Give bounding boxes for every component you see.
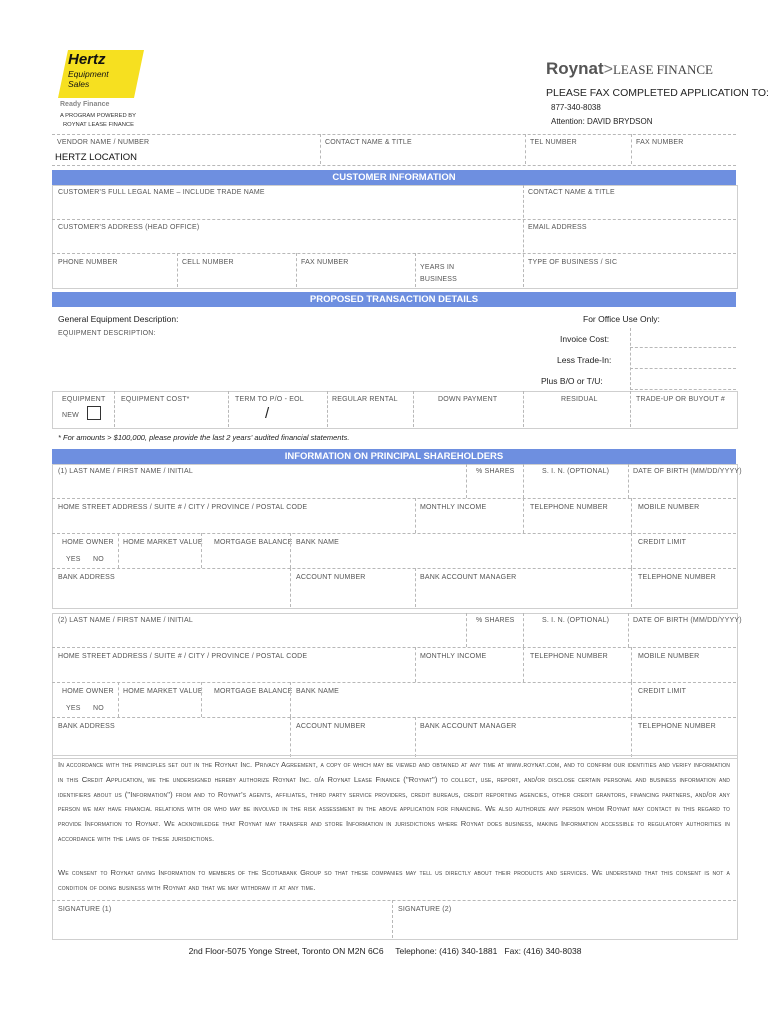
vendor-value[interactable]: HERTZ LOCATION xyxy=(55,152,137,163)
phone-label: PHONE NUMBER xyxy=(58,259,118,266)
legal-name-label: CUSTOMER'S FULL LEGAL NAME – INCLUDE TRADE NAME xyxy=(58,189,265,196)
equipment-label: EQUIPMENT xyxy=(62,396,106,403)
consent-paragraph-1: In accordance with the principles set out in the Roynat Inc. Privacy Agreement, a copy of which may be viewed and obtained at any time at www.roynat.com, and to confirm our identities and verify information in this Credit Application, we the undersigned hereby authorize Roynat Inc. o/a Roynat Lease Finance ("Roynat") to collect, use, report, and/or disclose certain personal and business information and identifiers about us ("Information") from and to Roynat's agents, affiliates, third party service providers, credit bureaus, credit reporting agencies, other credit grantors, financing partners, and/or any person we may have financial relations with or who may be involved in the risk assessment in the above application for financing. We also authorize any person whom Roynat may contact in this regard to provide Information to Roynat. We acknowledge that Roynat may transfer and store Information in jurisdictions where Roynat does business, making Information accessible to regulatory authorities in accordance with the laws of these jurisdictions. xyxy=(58,760,730,843)
shareholder-1-box xyxy=(52,464,738,609)
vendor-name-label: VENDOR NAME / NUMBER xyxy=(57,139,150,146)
shareholder-1-name-label: (1) LAST NAME / FIRST NAME / INITIAL xyxy=(58,468,193,475)
vendor-contact-label: CONTACT NAME & TITLE xyxy=(325,139,412,146)
large-amount-footnote: * For amounts > $100,000, please provide the last 2 years' audited financial statements. xyxy=(58,433,350,442)
customer-fax-label: FAX NUMBER xyxy=(301,259,349,266)
shareholder-1-telephone-label: TELEPHONE NUMBER xyxy=(530,504,608,511)
shareholder-1-bank-manager-label: BANK ACCOUNT MANAGER xyxy=(420,574,517,581)
cell-label: CELL NUMBER xyxy=(182,259,234,266)
shareholder-2-telephone2-label: TELEPHONE NUMBER xyxy=(638,723,716,730)
shareholder-2-home-market-label: HOME MARKET VALUE xyxy=(123,688,203,695)
shareholder-2-home-address-label: HOME STREET ADDRESS / SUITE # / CITY / PROVINCE / POSTAL CODE xyxy=(58,653,308,660)
shareholder-2-home-owner-label: HOME OWNER xyxy=(62,688,114,695)
less-trade-in-label: Less Trade-In: xyxy=(557,355,612,365)
attention: Attention: DAVID BRYDSON xyxy=(551,117,653,126)
roynat-logo: Roynat>LEASE FINANCE xyxy=(546,59,713,78)
vendor-tel-label: TEL NUMBER xyxy=(530,139,577,146)
customer-contact-label: CONTACT NAME & TITLE xyxy=(528,189,615,196)
shareholder-1-shares-label: % SHARES xyxy=(476,468,515,475)
shareholder-2-dob-label: DATE OF BIRTH (MM/DD/YYYY) xyxy=(633,617,742,624)
customer-address-label: CUSTOMER'S ADDRESS (HEAD OFFICE) xyxy=(58,224,200,231)
term-slash: / xyxy=(265,405,270,422)
shareholder-1-no-label[interactable]: NO xyxy=(93,556,104,563)
fax-instruction: PLEASE FAX COMPLETED APPLICATION TO: xyxy=(546,87,769,99)
shareholder-2-shares-label: % SHARES xyxy=(476,617,515,624)
footer-telephone: Telephone: (416) 340-1881 xyxy=(395,946,498,956)
shareholder-2-mobile-label: MOBILE NUMBER xyxy=(638,653,700,660)
fax-number: 877-340-8038 xyxy=(551,103,601,112)
new-checkbox[interactable] xyxy=(87,406,101,420)
shareholder-2-credit-limit-label: CREDIT LIMIT xyxy=(638,688,687,695)
email-label: EMAIL ADDRESS xyxy=(528,224,587,231)
term-label: TERM TO P/O - EOL xyxy=(235,396,304,403)
signature-2-label: SIGNATURE (2) xyxy=(398,906,452,913)
shareholder-1-mortgage-label: MORTGAGE BALANCE xyxy=(214,539,293,546)
shareholder-1-telephone2-label: TELEPHONE NUMBER xyxy=(638,574,716,581)
shareholder-1-mobile-label: MOBILE NUMBER xyxy=(638,504,700,511)
ready-finance: Ready Finance xyxy=(60,101,110,108)
shareholder-2-yes-label[interactable]: YES xyxy=(66,705,81,712)
shareholder-2-bank-manager-label: BANK ACCOUNT MANAGER xyxy=(420,723,517,730)
shareholder-1-home-market-label: HOME MARKET VALUE xyxy=(123,539,203,546)
shareholder-1-bank-address-label: BANK ADDRESS xyxy=(58,574,115,581)
shareholder-2-name-label: (2) LAST NAME / FIRST NAME / INITIAL xyxy=(58,617,193,624)
shareholder-1-credit-limit-label: CREDIT LIMIT xyxy=(638,539,687,546)
shareholder-1-dob-label: DATE OF BIRTH (MM/DD/YYYY) xyxy=(633,468,742,475)
consent-paragraph-2: We consent to Roynat giving Information to members of the Scotiabank Group so that these companies may tell us directly about their products and services. We understand that this consent is not a condition of doing business with Roynat and that we may withdraw it at any time. xyxy=(58,868,730,892)
years-label-2: BUSINESS xyxy=(420,276,457,283)
shareholder-2-account-label: ACCOUNT NUMBER xyxy=(296,723,366,730)
type-of-business-label: TYPE OF BUSINESS / SIC xyxy=(528,259,618,266)
footer-fax: Fax: (416) 340-8038 xyxy=(504,946,582,956)
shareholder-2-mortgage-label: MORTGAGE BALANCE xyxy=(214,688,293,695)
regular-rental-label: REGULAR RENTAL xyxy=(332,396,398,403)
shareholder-2-bank-name-label: BANK NAME xyxy=(296,688,340,695)
residual-label: RESIDUAL xyxy=(561,396,598,403)
customer-info-header: CUSTOMER INFORMATION xyxy=(52,170,736,185)
equipment-cost-label: EQUIPMENT COST* xyxy=(121,396,190,403)
shareholder-2-no-label[interactable]: NO xyxy=(93,705,104,712)
invoice-cost-label: Invoice Cost: xyxy=(560,334,610,344)
equipment-desc-label: EQUIPMENT DESCRIPTION: xyxy=(58,330,156,337)
vendor-fax-label: FAX NUMBER xyxy=(636,139,684,146)
plus-bo-label: Plus B/O or T/U: xyxy=(541,376,603,386)
powered-by-line2: ROYNAT LEASE FINANCE xyxy=(63,122,134,128)
general-equipment-label: General Equipment Description: xyxy=(58,314,179,324)
hertz-logo: Hertz Equipment Sales xyxy=(58,50,144,98)
shareholder-2-telephone-label: TELEPHONE NUMBER xyxy=(530,653,608,660)
shareholder-2-monthly-income-label: MONTHLY INCOME xyxy=(420,653,487,660)
shareholder-2-bank-address-label: BANK ADDRESS xyxy=(58,723,115,730)
signature-1-label: SIGNATURE (1) xyxy=(58,906,112,913)
shareholder-1-monthly-income-label: MONTHLY INCOME xyxy=(420,504,487,511)
transaction-header: PROPOSED TRANSACTION DETAILS xyxy=(52,292,736,307)
footer-address: 2nd Floor-5075 Yonge Street, Toronto ON M2N 6C6 xyxy=(188,946,384,956)
shareholder-1-yes-label[interactable]: YES xyxy=(66,556,81,563)
office-use-label: For Office Use Only: xyxy=(583,314,660,324)
shareholders-header: INFORMATION ON PRINCIPAL SHAREHOLDERS xyxy=(52,449,736,464)
shareholder-1-account-label: ACCOUNT NUMBER xyxy=(296,574,366,581)
shareholder-2-sin-label: S. I. N. (OPTIONAL) xyxy=(542,617,610,624)
years-label-1: YEARS IN xyxy=(420,264,455,271)
new-label: NEW xyxy=(62,412,79,419)
powered-by-line1: A PROGRAM POWERED BY xyxy=(60,113,137,119)
shareholder-1-bank-name-label: BANK NAME xyxy=(296,539,340,546)
down-payment-label: DOWN PAYMENT xyxy=(438,396,498,403)
shareholder-2-box xyxy=(52,613,738,759)
shareholder-1-sin-label: S. I. N. (OPTIONAL) xyxy=(542,468,610,475)
footer-contact xyxy=(0,946,770,956)
customer-info-box xyxy=(52,185,738,289)
tradeup-label: TRADE-UP OR BUYOUT # xyxy=(636,396,725,403)
shareholder-1-home-address-label: HOME STREET ADDRESS / SUITE # / CITY / PROVINCE / POSTAL CODE xyxy=(58,504,308,511)
shareholder-1-home-owner-label: HOME OWNER xyxy=(62,539,114,546)
